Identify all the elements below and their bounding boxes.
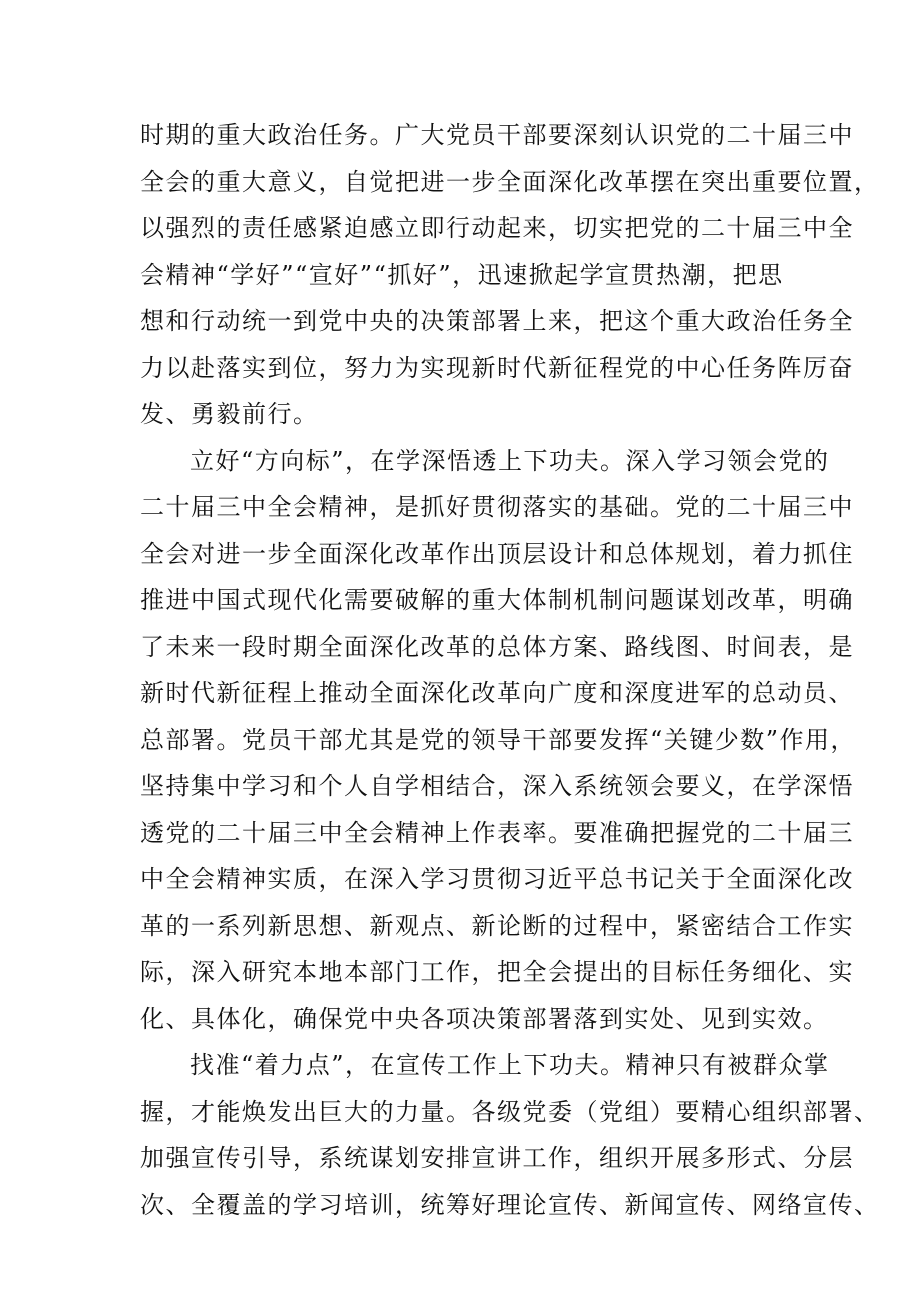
text-line: 二十届三中全会精神，是抓好贯彻落实的基础。党的二十届三中 [140, 493, 854, 521]
text-line: 力以赴落实到位，努力为实现新时代新征程党的中心任务阵厉奋 [140, 353, 854, 382]
text-line: 革的一系列新思想、新观点、新论断的过程中，紧密结合工作实 [140, 911, 854, 940]
text-line: 会精神“学好”“宣好”“抓好”，迅速掀起学宣贯热潮，把思 [140, 260, 784, 289]
text-line: 握，才能焕发出巨大的力量。各级党委（党组）要精心组织部署、 [140, 1097, 880, 1126]
text-line: 透党的二十届三中全会精神上作表率。要准确把握党的二十届三 [140, 818, 854, 847]
paragraph-first-line: 立好“方向标”，在学深悟透上下功夫。深入学习领会党的 [190, 446, 830, 475]
text-line: 中全会精神实质，在深入学习贯彻习近平总书记关于全面深化改 [140, 865, 854, 893]
text-line: 加强宣传引导，系统谋划安排宣讲工作，组织开展多形式、分层 [140, 1144, 854, 1172]
text-line: 化、具体化，确保党中央各项决策部署落到实处、见到实效。 [140, 1004, 829, 1033]
text-line: 发、勇毅前行。 [140, 400, 319, 428]
text-line: 坚持集中学习和个人自学相结合，深入系统领会要义，在学深悟 [140, 772, 854, 800]
text-line: 时期的重大政治任务。广大党员干部要深刻认识党的二十届三中 [140, 121, 854, 149]
paragraph-first-line: 找准“着力点”，在宣传工作上下功夫。精神只有被群众掌 [190, 1051, 830, 1079]
text-line: 全会对进一步全面深化改革作出顶层设计和总体规划，着力抓住 [140, 539, 854, 568]
text-line: 新时代新征程上推动全面深化改革向广度和深度进军的总动员、 [140, 679, 854, 707]
text-line: 总部署。党员干部尤其是党的领导干部要发挥“关键少数”作用， [140, 725, 857, 754]
text-line: 次、全覆盖的学习培训，统筹好理论宣传、新闻宣传、网络宣传、 [140, 1190, 880, 1219]
text-line: 以强烈的责任感紧迫感立即行动起来，切实把党的二十届三中全 [140, 214, 854, 242]
text-line: 想和行动统一到党中央的决策部署上来，把这个重大政治任务全 [140, 307, 854, 335]
text-line: 际，深入研究本地本部门工作，把全会提出的目标任务细化、实 [140, 958, 854, 986]
text-line: 全会的重大意义，自觉把进一步全面深化改革摆在突出重要位置， [140, 167, 880, 196]
body-text [140, 112, 880, 1228]
text-line: 了未来一段时期全面深化改革的总体方案、路线图、时间表，是 [140, 632, 854, 661]
text-line: 推进中国式现代化需要破解的重大体制机制问题谋划改革，明确 [140, 586, 854, 614]
